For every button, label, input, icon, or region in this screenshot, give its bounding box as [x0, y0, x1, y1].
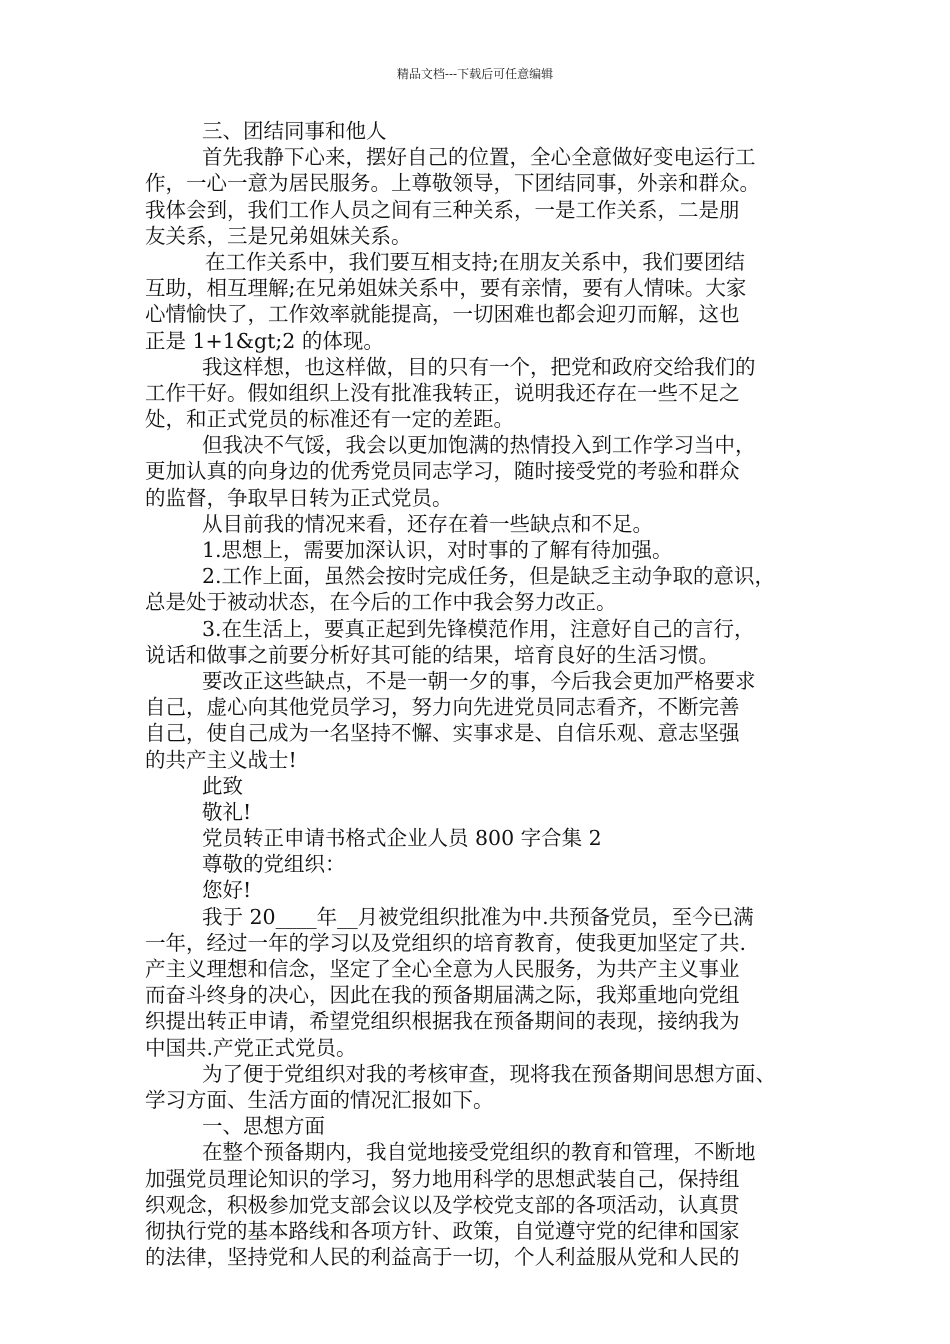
- text-line: 我体会到，我们工作人员之间有三种关系，一是工作关系，二是朋: [145, 197, 740, 222]
- text-line: 我这样想，也这样做，目的只有一个，把党和政府交给我们的: [202, 354, 756, 379]
- text-line: 一、思想方面: [202, 1114, 325, 1139]
- text-line: 敬礼!: [202, 799, 252, 824]
- text-line: 织观念，积极参加党支部会议以及学校党支部的各项活动，认真贯: [145, 1192, 740, 1217]
- text-line: 自己，虚心向其他党员学习，努力向先进党员同志看齐，不断完善: [145, 695, 740, 720]
- text-line: 中国共.产党正式党员。: [145, 1035, 357, 1060]
- text-line: 在工作关系中，我们要互相支持;在朋友关系中，我们要团结: [205, 249, 745, 274]
- text-line: 心情愉快了，工作效率就能提高，一切困难也都会迎刃而解，这也: [145, 302, 740, 327]
- text-line: 的监督，争取早日转为正式党员。: [145, 485, 453, 510]
- text-line: 在整个预备期内，我自觉地接受党组织的教育和管理，不断地: [202, 1140, 756, 1165]
- text-line: 此致: [202, 773, 243, 798]
- text-line: 作，一心一意为居民服务。上尊敬领导，下团结同事，外亲和群众。: [145, 171, 760, 196]
- text-line: 学习方面、生活方面的情况汇报如下。: [145, 1087, 494, 1112]
- text-line: 更加认真的向身边的优秀党员同志学习，随时接受党的考验和群众: [145, 459, 740, 484]
- text-line: 说话和做事之前要分析好其可能的结果，培育良好的生活习惯。: [145, 642, 719, 667]
- text-line: 彻执行党的基本路线和各项方针、政策，自觉遵守党的纪律和国家: [145, 1218, 740, 1243]
- text-line: 3.在生活上，要真正起到先锋模范作用，注意好自己的言行，: [202, 616, 755, 641]
- text-line: 自己，使自己成为一名坚持不懈、实事求是、自信乐观、意志坚强: [145, 721, 740, 746]
- text-line: 的法律，坚持党和人民的利益高于一切，个人利益服从党和人民的: [145, 1245, 740, 1270]
- text-line: 而奋斗终身的决心，因此在我的预备期届满之际，我郑重地向党组: [145, 983, 740, 1008]
- text-line: 友关系，三是兄弟姐妹关系。: [145, 223, 412, 248]
- text-line: 尊敬的党组织：: [202, 852, 346, 877]
- text-line: 一年，经过一年的学习以及党组织的培育教育，使我更加坚定了共.: [145, 930, 747, 955]
- text-line: 互助，相互理解;在兄弟姐妹关系中，要有亲情，要有人情味。大家: [145, 276, 747, 301]
- text-line: 加强党员理论知识的学习，努力地用科学的思想武装自己，保持组: [145, 1166, 740, 1191]
- text-line: 正是 1+1&gt;2 的体现。: [145, 328, 384, 353]
- text-line: 处，和正式党员的标准还有一定的差距。: [145, 407, 514, 432]
- document-body: [145, 118, 837, 1270]
- text-line: 三、团结同事和他人: [202, 119, 387, 143]
- text-line: 产主义理想和信念，坚定了全心全意为人民服务，为共产主义事业: [145, 957, 740, 981]
- text-line: 首先我静下心来，摆好自己的位置，全心全意做好变电运行工: [202, 145, 756, 170]
- text-line: 2.工作上面，虽然会按时完成任务，但是缺乏主动争取的意识，: [202, 564, 776, 589]
- text-line: 党员转正申请书格式企业人员 800 字合集 2: [202, 826, 602, 851]
- text-line: 我于 20____年__月被党组织批准为中.共预备党员，至今已满: [202, 904, 754, 929]
- text-line: 工作干好。假如组织上没有批准我转正，说明我还存在一些不足之: [145, 380, 740, 405]
- page-header: 精品文档---下载后可任意编辑: [396, 67, 554, 81]
- text-line: 的共产主义战士!: [145, 747, 297, 772]
- text-line: 为了便于党组织对我的考核审查，现将我在预备期间思想方面、: [202, 1061, 776, 1086]
- text-line: 但我决不气馁，我会以更加饱满的热情投入到工作学习当中，: [202, 433, 756, 458]
- text-line: 织提出转正申请，希望党组织根据我在预备期间的表现，接纳我为: [145, 1009, 740, 1034]
- text-line: 要改正这些缺点，不是一朝一夕的事，今后我会更加严格要求: [202, 668, 756, 693]
- text-line: 总是处于被动状态，在今后的工作中我会努力改正。: [145, 590, 617, 615]
- text-line: 您好!: [202, 878, 252, 903]
- text-line: 从目前我的情况来看，还存在着一些缺点和不足。: [202, 511, 653, 536]
- text-line: 1.思想上，需要加深认识，对时事的了解有待加强。: [202, 538, 673, 562]
